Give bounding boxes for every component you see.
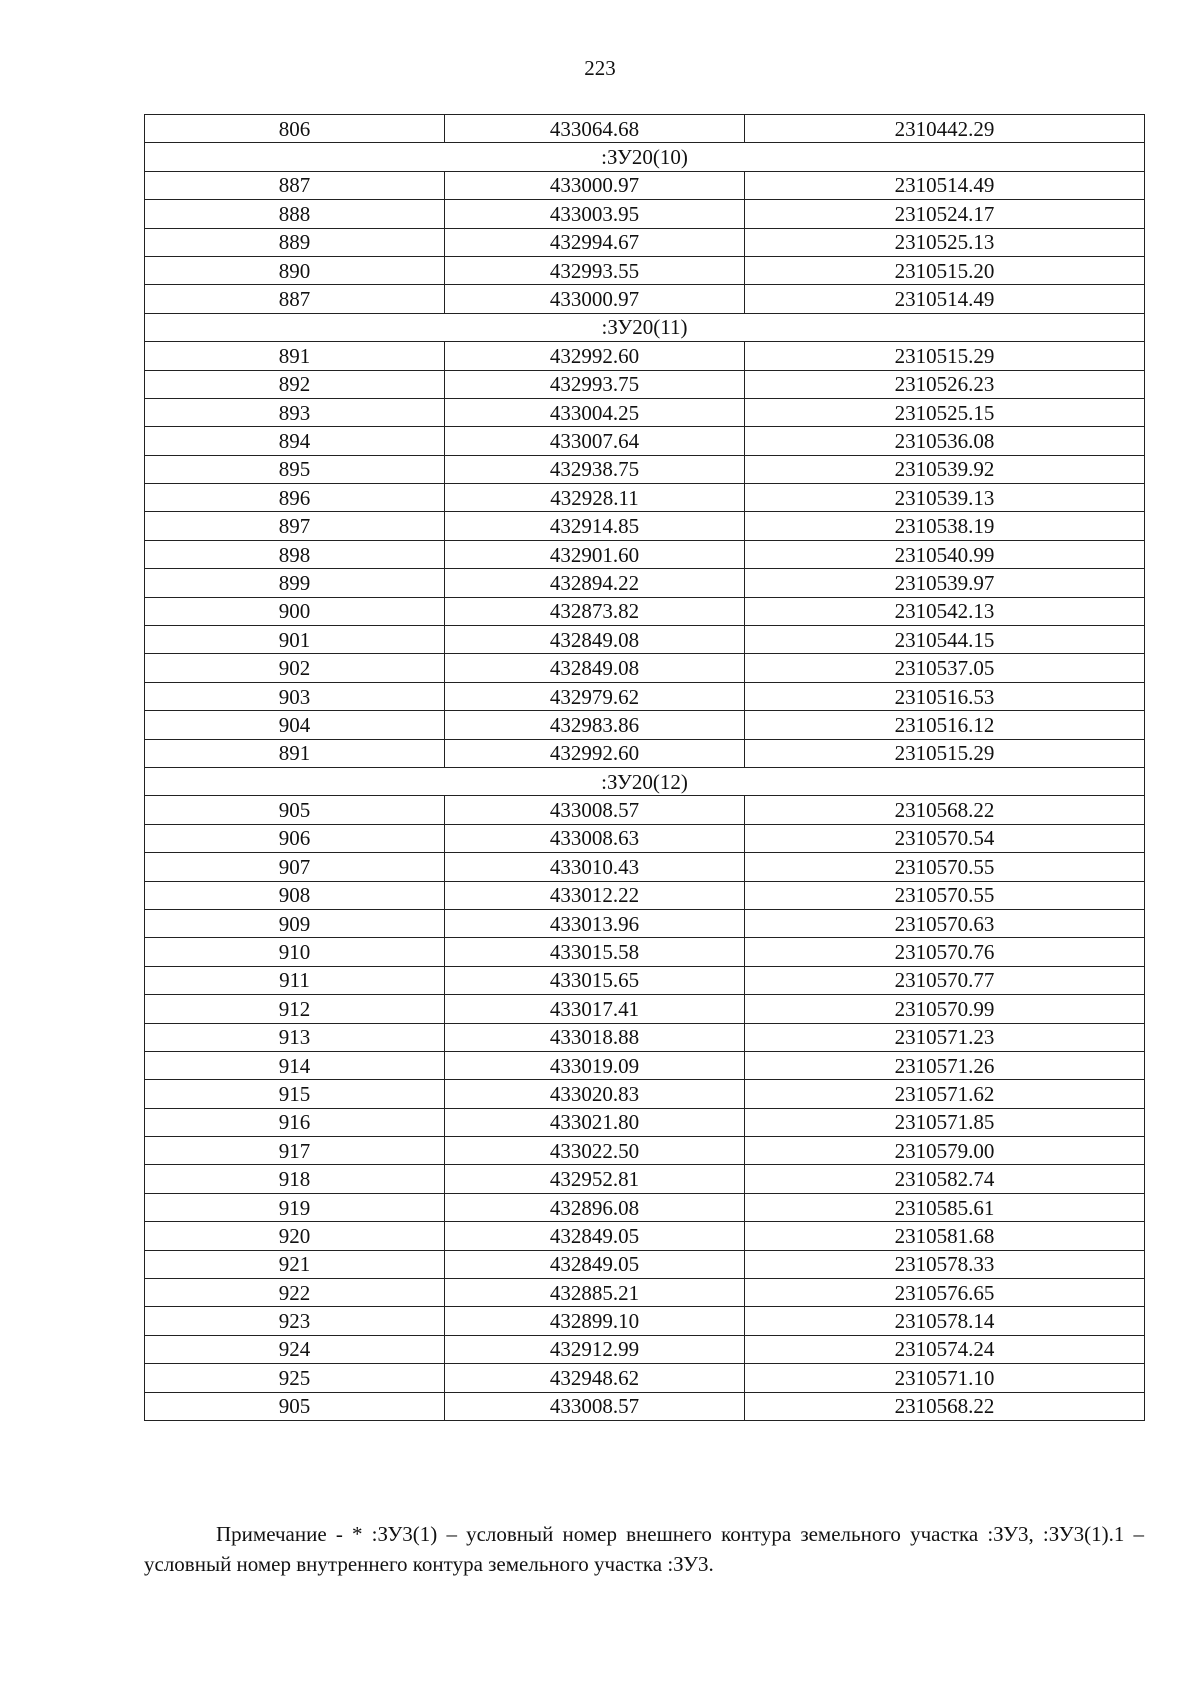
y-coordinate-cell: 2310571.62	[745, 1080, 1145, 1108]
point-number-cell: 915	[145, 1080, 445, 1108]
point-number-cell: 919	[145, 1193, 445, 1221]
y-coordinate-cell: 2310516.53	[745, 682, 1145, 710]
y-coordinate-cell: 2310524.17	[745, 200, 1145, 228]
y-coordinate-cell: 2310570.77	[745, 966, 1145, 994]
x-coordinate-cell: 433019.09	[445, 1051, 745, 1079]
point-number-cell: 899	[145, 569, 445, 597]
point-number-cell: 910	[145, 938, 445, 966]
table-row	[145, 796, 1145, 824]
point-number-cell: 914	[145, 1051, 445, 1079]
y-coordinate-cell: 2310578.33	[745, 1250, 1145, 1278]
x-coordinate-cell: 432899.10	[445, 1307, 745, 1335]
point-number-cell: 913	[145, 1023, 445, 1051]
x-coordinate-cell: 432992.60	[445, 342, 745, 370]
table-row	[145, 739, 1145, 767]
table-row	[145, 1080, 1145, 1108]
x-coordinate-cell: 433022.50	[445, 1137, 745, 1165]
x-coordinate-cell: 432994.67	[445, 228, 745, 256]
table-row	[145, 569, 1145, 597]
point-number-cell: 896	[145, 484, 445, 512]
point-number-cell: 912	[145, 995, 445, 1023]
table-row	[145, 512, 1145, 540]
point-number-cell: 891	[145, 739, 445, 767]
x-coordinate-cell: 432938.75	[445, 455, 745, 483]
section-header-row	[145, 767, 1145, 795]
y-coordinate-cell: 2310514.49	[745, 171, 1145, 199]
table-row	[145, 853, 1145, 881]
x-coordinate-cell: 433008.63	[445, 824, 745, 852]
x-coordinate-cell: 433000.97	[445, 285, 745, 313]
table-row	[145, 484, 1145, 512]
point-number-cell: 905	[145, 796, 445, 824]
x-coordinate-cell: 433064.68	[445, 115, 745, 143]
point-number-cell: 916	[145, 1108, 445, 1136]
table-row	[145, 455, 1145, 483]
y-coordinate-cell: 2310571.10	[745, 1364, 1145, 1392]
table-row	[145, 256, 1145, 284]
x-coordinate-cell: 432992.60	[445, 739, 745, 767]
x-coordinate-cell: 433000.97	[445, 171, 745, 199]
section-header-row	[145, 313, 1145, 341]
point-number-cell: 922	[145, 1279, 445, 1307]
table-row	[145, 200, 1145, 228]
point-number-cell: 907	[145, 853, 445, 881]
table-row	[145, 1364, 1145, 1392]
x-coordinate-cell: 432849.05	[445, 1250, 745, 1278]
x-coordinate-cell: 432928.11	[445, 484, 745, 512]
point-number-cell: 905	[145, 1392, 445, 1420]
y-coordinate-cell: 2310442.29	[745, 115, 1145, 143]
point-number-cell: 925	[145, 1364, 445, 1392]
table-row	[145, 682, 1145, 710]
point-number-cell: 921	[145, 1250, 445, 1278]
point-number-cell: 901	[145, 626, 445, 654]
y-coordinate-cell: 2310515.29	[745, 342, 1145, 370]
table-row	[145, 1392, 1145, 1420]
y-coordinate-cell: 2310570.54	[745, 824, 1145, 852]
table-row	[145, 1051, 1145, 1079]
point-number-cell: 895	[145, 455, 445, 483]
y-coordinate-cell: 2310582.74	[745, 1165, 1145, 1193]
x-coordinate-cell: 432894.22	[445, 569, 745, 597]
y-coordinate-cell: 2310571.85	[745, 1108, 1145, 1136]
table-row	[145, 370, 1145, 398]
point-number-cell: 923	[145, 1307, 445, 1335]
y-coordinate-cell: 2310536.08	[745, 427, 1145, 455]
y-coordinate-cell: 2310514.49	[745, 285, 1145, 313]
point-number-cell: 900	[145, 597, 445, 625]
x-coordinate-cell: 433020.83	[445, 1080, 745, 1108]
table-row	[145, 285, 1145, 313]
y-coordinate-cell: 2310516.12	[745, 711, 1145, 739]
section-label: :ЗУ20(11)	[145, 313, 1145, 341]
point-number-cell: 917	[145, 1137, 445, 1165]
section-label: :ЗУ20(10)	[145, 143, 1145, 171]
y-coordinate-cell: 2310570.76	[745, 938, 1145, 966]
x-coordinate-cell: 432952.81	[445, 1165, 745, 1193]
table-row	[145, 626, 1145, 654]
point-number-cell: 903	[145, 682, 445, 710]
footnote: Примечание - * :ЗУ3(1) – условный номер внешнего контура земельного участка :ЗУ3, :ЗУ3(1).1 – условный номер внутреннего контура земельного участка :ЗУ3.	[144, 1522, 1144, 1576]
y-coordinate-cell: 2310538.19	[745, 512, 1145, 540]
y-coordinate-cell: 2310576.65	[745, 1279, 1145, 1307]
y-coordinate-cell: 2310581.68	[745, 1222, 1145, 1250]
y-coordinate-cell: 2310515.20	[745, 256, 1145, 284]
y-coordinate-cell: 2310579.00	[745, 1137, 1145, 1165]
point-number-cell: 897	[145, 512, 445, 540]
y-coordinate-cell: 2310537.05	[745, 654, 1145, 682]
y-coordinate-cell: 2310540.99	[745, 540, 1145, 568]
point-number-cell: 889	[145, 228, 445, 256]
point-number-cell: 920	[145, 1222, 445, 1250]
x-coordinate-cell: 432993.75	[445, 370, 745, 398]
table-row	[145, 1250, 1145, 1278]
x-coordinate-cell: 432983.86	[445, 711, 745, 739]
table-row	[145, 881, 1145, 909]
x-coordinate-cell: 432993.55	[445, 256, 745, 284]
y-coordinate-cell: 2310544.15	[745, 626, 1145, 654]
y-coordinate-cell: 2310571.26	[745, 1051, 1145, 1079]
y-coordinate-cell: 2310568.22	[745, 796, 1145, 824]
x-coordinate-cell: 433010.43	[445, 853, 745, 881]
x-coordinate-cell: 432914.85	[445, 512, 745, 540]
table-row	[145, 1023, 1145, 1051]
table-row	[145, 1108, 1145, 1136]
y-coordinate-cell: 2310542.13	[745, 597, 1145, 625]
x-coordinate-cell: 432873.82	[445, 597, 745, 625]
table-row	[145, 711, 1145, 739]
table-row	[145, 1335, 1145, 1363]
y-coordinate-cell: 2310525.15	[745, 398, 1145, 426]
x-coordinate-cell: 433008.57	[445, 1392, 745, 1420]
y-coordinate-cell: 2310525.13	[745, 228, 1145, 256]
table-row	[145, 1279, 1145, 1307]
point-number-cell: 892	[145, 370, 445, 398]
table-row	[145, 427, 1145, 455]
point-number-cell: 891	[145, 342, 445, 370]
x-coordinate-cell: 433015.65	[445, 966, 745, 994]
x-coordinate-cell: 433003.95	[445, 200, 745, 228]
point-number-cell: 898	[145, 540, 445, 568]
table-row	[145, 1137, 1145, 1165]
x-coordinate-cell: 432849.08	[445, 654, 745, 682]
table-row	[145, 938, 1145, 966]
table-row	[145, 824, 1145, 852]
x-coordinate-cell: 433012.22	[445, 881, 745, 909]
point-number-cell: 806	[145, 115, 445, 143]
y-coordinate-cell: 2310570.99	[745, 995, 1145, 1023]
y-coordinate-cell: 2310539.13	[745, 484, 1145, 512]
x-coordinate-cell: 432849.05	[445, 1222, 745, 1250]
table-row	[145, 654, 1145, 682]
coordinates-table	[144, 114, 1145, 1421]
section-header-row	[145, 143, 1145, 171]
table-row	[145, 228, 1145, 256]
table-row	[145, 1165, 1145, 1193]
y-coordinate-cell: 2310570.55	[745, 881, 1145, 909]
table-row	[145, 540, 1145, 568]
y-coordinate-cell: 2310539.97	[745, 569, 1145, 597]
table-row	[145, 1222, 1145, 1250]
x-coordinate-cell: 432896.08	[445, 1193, 745, 1221]
x-coordinate-cell: 432948.62	[445, 1364, 745, 1392]
point-number-cell: 908	[145, 881, 445, 909]
x-coordinate-cell: 433015.58	[445, 938, 745, 966]
point-number-cell: 887	[145, 285, 445, 313]
y-coordinate-cell: 2310515.29	[745, 739, 1145, 767]
point-number-cell: 894	[145, 427, 445, 455]
point-number-cell: 887	[145, 171, 445, 199]
y-coordinate-cell: 2310571.23	[745, 1023, 1145, 1051]
x-coordinate-cell: 432849.08	[445, 626, 745, 654]
x-coordinate-cell: 433007.64	[445, 427, 745, 455]
x-coordinate-cell: 432901.60	[445, 540, 745, 568]
table-row	[145, 342, 1145, 370]
point-number-cell: 906	[145, 824, 445, 852]
point-number-cell: 890	[145, 256, 445, 284]
coordinates-table-body	[145, 115, 1145, 1421]
table-row	[145, 909, 1145, 937]
x-coordinate-cell: 433021.80	[445, 1108, 745, 1136]
x-coordinate-cell: 432912.99	[445, 1335, 745, 1363]
point-number-cell: 902	[145, 654, 445, 682]
y-coordinate-cell: 2310526.23	[745, 370, 1145, 398]
y-coordinate-cell: 2310570.63	[745, 909, 1145, 937]
point-number-cell: 904	[145, 711, 445, 739]
x-coordinate-cell: 433017.41	[445, 995, 745, 1023]
page-number: 223	[584, 56, 616, 80]
y-coordinate-cell: 2310539.92	[745, 455, 1145, 483]
point-number-cell: 911	[145, 966, 445, 994]
x-coordinate-cell: 432979.62	[445, 682, 745, 710]
x-coordinate-cell: 433013.96	[445, 909, 745, 937]
point-number-cell: 918	[145, 1165, 445, 1193]
x-coordinate-cell: 433008.57	[445, 796, 745, 824]
x-coordinate-cell: 433004.25	[445, 398, 745, 426]
y-coordinate-cell: 2310570.55	[745, 853, 1145, 881]
section-label: :ЗУ20(12)	[145, 767, 1145, 795]
y-coordinate-cell: 2310585.61	[745, 1193, 1145, 1221]
point-number-cell: 924	[145, 1335, 445, 1363]
table-row	[145, 995, 1145, 1023]
point-number-cell: 888	[145, 200, 445, 228]
point-number-cell: 909	[145, 909, 445, 937]
x-coordinate-cell: 432885.21	[445, 1279, 745, 1307]
y-coordinate-cell: 2310578.14	[745, 1307, 1145, 1335]
point-number-cell: 893	[145, 398, 445, 426]
table-row	[145, 966, 1145, 994]
table-row	[145, 1307, 1145, 1335]
table-row	[145, 171, 1145, 199]
table-row	[145, 597, 1145, 625]
y-coordinate-cell: 2310568.22	[745, 1392, 1145, 1420]
table-row	[145, 1193, 1145, 1221]
table-row	[145, 398, 1145, 426]
y-coordinate-cell: 2310574.24	[745, 1335, 1145, 1363]
x-coordinate-cell: 433018.88	[445, 1023, 745, 1051]
table-row	[145, 115, 1145, 143]
